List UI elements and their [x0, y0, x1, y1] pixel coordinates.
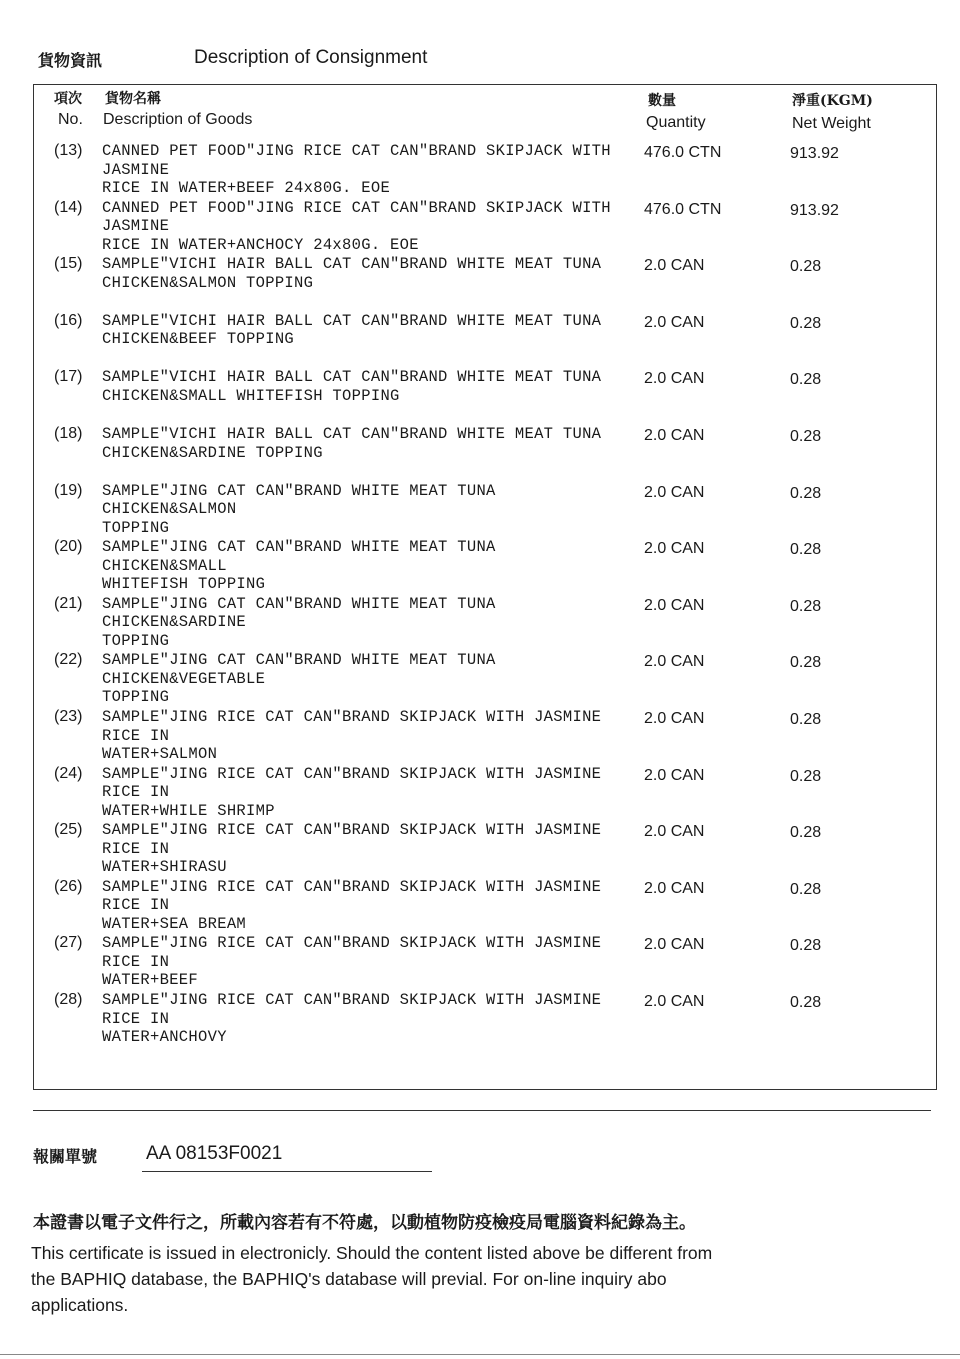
item-quantity: 2.0 CAN: [644, 879, 705, 897]
item-quantity: 2.0 CAN: [644, 710, 705, 727]
item-number: (28): [54, 991, 83, 1008]
table-row: [0, 253, 960, 309]
notice-en-line: applications.: [31, 1295, 129, 1315]
item-net-weight: 0.28: [790, 767, 822, 785]
item-quantity: 2.0 CAN: [644, 313, 705, 331]
item-number: (18): [54, 425, 83, 442]
item-description: SAMPLE"JING CAT CAN"BRAND WHITE MEAT TUNA CHICKEN&SALMON TOPPING: [102, 481, 496, 537]
item-description: SAMPLE"JING CAT CAN"BRAND WHITE MEAT TUNA CHICKEN&VEGETABLE TOPPING: [102, 651, 496, 707]
item-net-weight: 0.28: [790, 484, 822, 502]
table-row: [0, 536, 960, 592]
item-description: SAMPLE"JING RICE CAT CAN"BRAND SKIPJACK WITH JASMINE RICE IN WATER+SALMON: [102, 708, 602, 763]
table-row: [0, 197, 960, 253]
table-row: [0, 423, 960, 479]
declaration-label: 報關單號: [33, 1147, 98, 1166]
notice-en: [31, 1240, 811, 1318]
item-quantity: 2.0 CAN: [644, 653, 705, 671]
item-description: SAMPLE"VICHI HAIR BALL CAT CAN"BRAND WHITE MEAT TUNA CHICKEN&SALMON TOPPING: [102, 255, 602, 292]
table-row: [0, 989, 960, 1045]
header-no-en: No.: [58, 111, 83, 128]
item-net-weight: 0.28: [790, 711, 822, 728]
item-net-weight: 0.28: [790, 994, 822, 1011]
item-quantity: 476.0 CTN: [644, 200, 722, 218]
header-weight-en: Net Weight: [792, 115, 871, 132]
table-row: [0, 876, 960, 932]
notice-zh: 本證書以電子文件行之，所載內容若有不符處，以動植物防疫檢疫局電腦資料紀錄為主。: [33, 1213, 696, 1233]
header-desc-zh: 貨物名稱: [105, 91, 161, 107]
item-number: (19): [54, 481, 83, 499]
item-quantity: 2.0 CAN: [644, 427, 705, 444]
header-qty-en: Quantity: [646, 114, 706, 131]
item-net-weight: 0.28: [790, 937, 822, 955]
table-row: [0, 763, 960, 819]
item-net-weight: 913.92: [790, 145, 839, 162]
item-net-weight: 0.28: [790, 258, 822, 276]
item-number: (13): [54, 142, 83, 159]
table-row: [0, 819, 960, 875]
item-description: CANNED PET FOOD"JING RICE CAT CAN"BRAND SKIPJACK WITH JASMINE RICE IN WATER+ANCHOCY 24x80G. EOE: [102, 198, 611, 254]
header-qty-zh: 數量: [648, 93, 676, 109]
item-net-weight: 0.28: [790, 371, 822, 389]
item-number: (14): [54, 198, 83, 216]
declaration-number: AA 08153F0021: [146, 1143, 283, 1164]
section-title-zh: 貨物資訊: [38, 51, 103, 70]
item-net-weight: 0.28: [790, 880, 822, 898]
table-row: [0, 366, 960, 422]
item-description: SAMPLE"JING RICE CAT CAN"BRAND SKIPJACK WITH JASMINE RICE IN WATER+SHIRASU: [102, 821, 602, 877]
item-net-weight: 0.28: [790, 314, 822, 332]
item-number: (17): [54, 368, 83, 386]
item-net-weight: 913.92: [790, 201, 839, 219]
table-row: [0, 140, 960, 196]
item-quantity: 2.0 CAN: [644, 370, 705, 388]
item-description: SAMPLE"JING RICE CAT CAN"BRAND SKIPJACK WITH JASMINE RICE IN WATER+WHILE SHRIMP: [102, 764, 602, 820]
table-row: [0, 593, 960, 649]
header-no-zh: 項次: [54, 91, 82, 107]
item-net-weight: 0.28: [790, 824, 822, 842]
item-description: CANNED PET FOOD"JING RICE CAT CAN"BRAND SKIPJACK WITH JASMINE RICE IN WATER+BEEF 24x80G. EOE: [102, 142, 611, 197]
item-description: SAMPLE"VICHI HAIR BALL CAT CAN"BRAND WHITE MEAT TUNA CHICKEN&SARDINE TOPPING: [102, 425, 602, 462]
item-description: SAMPLE"JING CAT CAN"BRAND WHITE MEAT TUNA CHICKEN&SMALL WHITEFISH TOPPING: [102, 538, 496, 594]
section-title-en: Description of Consignment: [194, 47, 428, 68]
item-net-weight: 0.28: [790, 541, 822, 559]
table-row: [0, 649, 960, 705]
item-quantity: 2.0 CAN: [644, 993, 705, 1010]
header-weight-zh: 淨重(KGM): [792, 93, 873, 109]
item-quantity: 2.0 CAN: [644, 936, 705, 954]
item-description: SAMPLE"VICHI HAIR BALL CAT CAN"BRAND WHITE MEAT TUNA CHICKEN&SMALL WHITEFISH TOPPING: [102, 368, 602, 405]
item-quantity: 2.0 CAN: [644, 596, 705, 614]
item-net-weight: 0.28: [790, 654, 822, 672]
item-net-weight: 0.28: [790, 428, 822, 445]
item-description: SAMPLE"JING RICE CAT CAN"BRAND SKIPJACK WITH JASMINE RICE IN WATER+ANCHOVY: [102, 991, 602, 1046]
item-number: (24): [54, 764, 83, 782]
section-divider: [33, 1110, 931, 1111]
item-number: (23): [54, 708, 83, 725]
item-number: (21): [54, 594, 83, 612]
item-quantity: 2.0 CAN: [644, 823, 705, 841]
table-row: [0, 706, 960, 762]
notice-en-line: This certificate is issued in electronicly. Should the content listed above be different from: [31, 1243, 713, 1263]
item-number: (26): [54, 877, 83, 895]
notice-en-line: the BAPHIQ database, the BAPHIQ's database will previal. For on-line inquiry abo: [31, 1269, 667, 1289]
item-quantity: 2.0 CAN: [644, 483, 705, 501]
item-net-weight: 0.28: [790, 597, 822, 615]
item-number: (15): [54, 255, 83, 273]
table-row: [0, 480, 960, 536]
header-desc-en: Description of Goods: [103, 111, 253, 128]
item-number: (22): [54, 651, 83, 669]
item-number: (25): [54, 821, 83, 839]
page-bottom-edge: [0, 1354, 960, 1355]
item-quantity: 476.0 CTN: [644, 144, 722, 161]
declaration-underline: [142, 1171, 432, 1172]
item-description: SAMPLE"JING RICE CAT CAN"BRAND SKIPJACK WITH JASMINE RICE IN WATER+BEEF: [102, 934, 602, 990]
item-description: SAMPLE"JING RICE CAT CAN"BRAND SKIPJACK WITH JASMINE RICE IN WATER+SEA BREAM: [102, 877, 602, 933]
table-row: [0, 932, 960, 988]
item-quantity: 2.0 CAN: [644, 766, 705, 784]
item-description: SAMPLE"VICHI HAIR BALL CAT CAN"BRAND WHITE MEAT TUNA CHICKEN&BEEF TOPPING: [102, 311, 602, 349]
item-number: (20): [54, 538, 83, 556]
item-number: (27): [54, 934, 83, 952]
table-row: [0, 310, 960, 366]
item-description: SAMPLE"JING CAT CAN"BRAND WHITE MEAT TUNA CHICKEN&SARDINE TOPPING: [102, 594, 496, 650]
item-quantity: 2.0 CAN: [644, 540, 705, 558]
item-quantity: 2.0 CAN: [644, 257, 705, 275]
item-number: (16): [54, 311, 83, 329]
